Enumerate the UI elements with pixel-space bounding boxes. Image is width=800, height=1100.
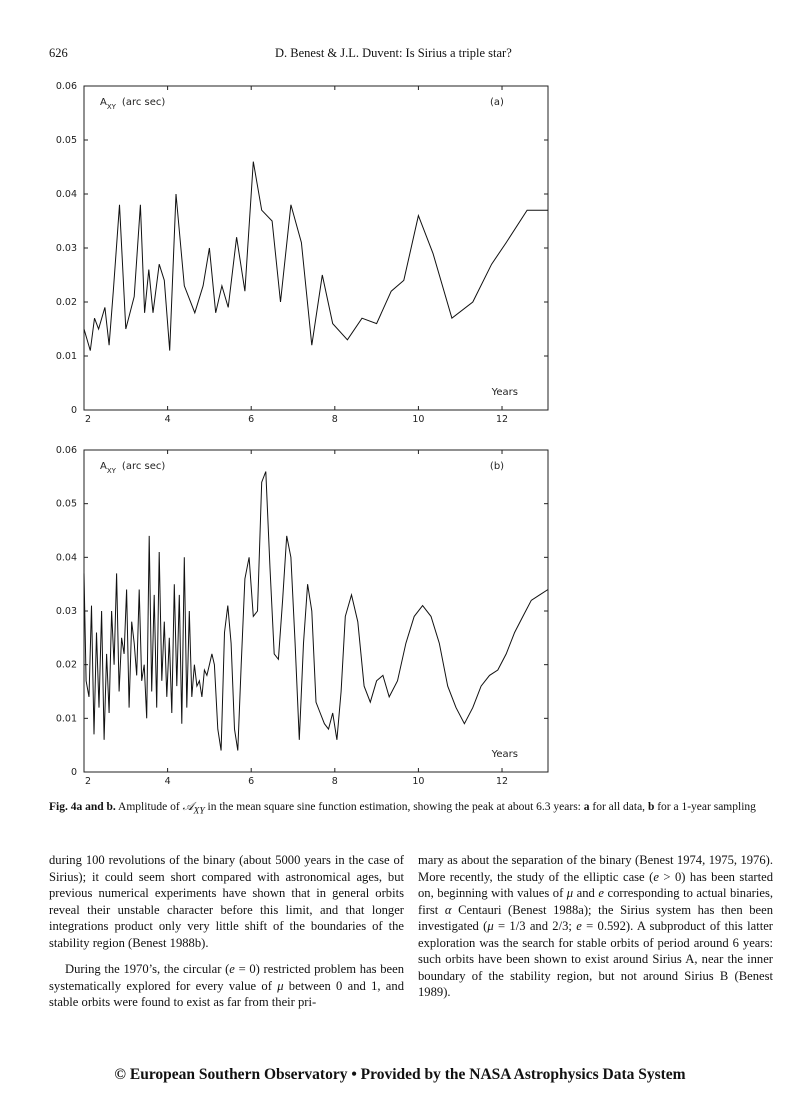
y-tick-label: 0.06: [55, 445, 77, 456]
y-tick-label: 0.01: [55, 351, 77, 362]
x-tick-label: 10: [412, 414, 425, 425]
caption-symbol-sub: XY: [193, 805, 205, 817]
panel-label: (b): [489, 461, 505, 472]
text-run: = 0.592). A subproduct of this latter exploration was the search for stable orbits of period around 6 years: such orbits have been shown to exist around Sirius A, near the inner boundary of the stability region, but not around Sirius B (Benest 1989).: [418, 919, 773, 999]
x-tick-label: 6: [248, 414, 255, 425]
y-axis-label-subscript: XY: [106, 467, 116, 475]
paragraph: [418, 852, 773, 1001]
x-tick-label: 4: [164, 776, 171, 787]
caption-bold-a: a: [583, 801, 590, 813]
y-axis-label-main: A: [100, 97, 107, 108]
math-var: μ: [277, 978, 284, 993]
y-tick-label: 0.03: [55, 243, 77, 254]
caption-bold-b: b: [647, 801, 655, 813]
paragraph: [49, 961, 404, 1011]
x-tick-label: 10: [412, 776, 425, 787]
series-line: [84, 472, 548, 751]
text-run: mary as about the separation of the binary (Benest 1974, 1975, 1976). More recently, the study of the elliptic case (: [418, 853, 773, 884]
y-tick-label: 0.05: [55, 498, 77, 510]
x-tick-label: 2: [84, 776, 92, 787]
y-axis-label-subscript: XY: [106, 103, 116, 111]
y-tick-label: 0.01: [55, 713, 77, 725]
body-column-left: [49, 852, 404, 1011]
math-var: μ: [487, 919, 494, 933]
y-tick-label: 0.05: [55, 135, 77, 146]
y-tick-label: 0.03: [55, 606, 77, 617]
x-tick-label: 4: [164, 414, 171, 425]
text-run: During the 1970’s, the circular (: [65, 962, 230, 976]
running-head: D. Benest & J.L. Duvent: Is Sirius a triple star?: [275, 46, 512, 60]
y-axis-label-unit: (arc sec): [121, 97, 166, 108]
page-footer: © European Southern Observatory • Provided by the NASA Astrophysics Data System: [114, 1066, 686, 1083]
paragraph: during 100 revolutions of the binary (about 5000 years in the case of Sirius); it could seem short compared with astronomical ages, but previous numerical experiments have shown that in general orbits reveal their unstable character before this limit, and that longer integrations product only very little shift of the boundaries of the stability region (Benest 1988b).: [49, 853, 404, 950]
y-axis-label-unit: (arc sec): [121, 461, 166, 472]
text-run: = 1/3 and 2/3;: [493, 919, 577, 933]
x-axis-label: Years: [491, 387, 518, 398]
text-run: and: [573, 886, 599, 900]
math-var: e: [598, 886, 604, 900]
text-run: = 0) restricted problem has been systematically explored for every value of: [49, 962, 404, 993]
x-tick-label: 6: [248, 776, 255, 787]
math-var: μ: [566, 886, 574, 900]
math-var: α: [444, 902, 452, 917]
caption-figure-label: Fig. 4a and b.: [49, 801, 116, 813]
body-column-right: [418, 852, 773, 1001]
x-tick-label: 12: [495, 414, 509, 425]
math-var: e: [576, 919, 582, 933]
caption-text-1: Amplitude of: [118, 801, 183, 813]
caption-symbol: 𝒜: [182, 801, 194, 813]
y-axis-label: [100, 97, 165, 111]
panel-label: (a): [490, 97, 504, 108]
y-axis-label-main: A: [100, 461, 107, 472]
series-line: [84, 162, 548, 351]
x-tick-label: 12: [495, 776, 509, 787]
text-run: Centauri (Benest 1988a); the Sirius system has then been investigated (: [418, 902, 773, 933]
y-tick-label: 0: [70, 767, 77, 778]
x-tick-label: 2: [84, 414, 92, 425]
x-axis-label: Years: [491, 749, 518, 760]
x-tick-label: 8: [331, 414, 338, 425]
figure-caption: [49, 799, 761, 819]
caption-text-4: for a 1-year sampling: [654, 801, 756, 813]
y-tick-label: 0: [70, 405, 77, 416]
y-tick-label: 0.06: [55, 81, 77, 92]
plot-frame: [84, 86, 548, 410]
x-tick-label: 8: [331, 776, 338, 787]
chart-a: [0, 80, 800, 425]
y-axis-label: [100, 461, 165, 475]
page-number: 626: [49, 46, 68, 60]
y-tick-label: 0.04: [55, 189, 77, 200]
y-tick-label: 0.02: [55, 659, 77, 671]
y-tick-label: 0.04: [55, 552, 77, 564]
caption-text-3: for all data,: [589, 801, 648, 813]
caption-text-2: in the mean square sine function estimation, showing the peak at about 6.3 years:: [204, 801, 584, 813]
math-var: e: [653, 869, 659, 884]
y-tick-label: 0.02: [55, 297, 77, 308]
text-run: corresponding to actual binaries, first: [418, 886, 773, 917]
text-run: > 0) has been started on, beginning with values of: [418, 869, 773, 900]
chart-b: [0, 440, 800, 795]
text-run: between 0 and 1, and stable orbits were found to exist as far from their pri-: [49, 978, 404, 1009]
math-var: e: [229, 962, 235, 976]
